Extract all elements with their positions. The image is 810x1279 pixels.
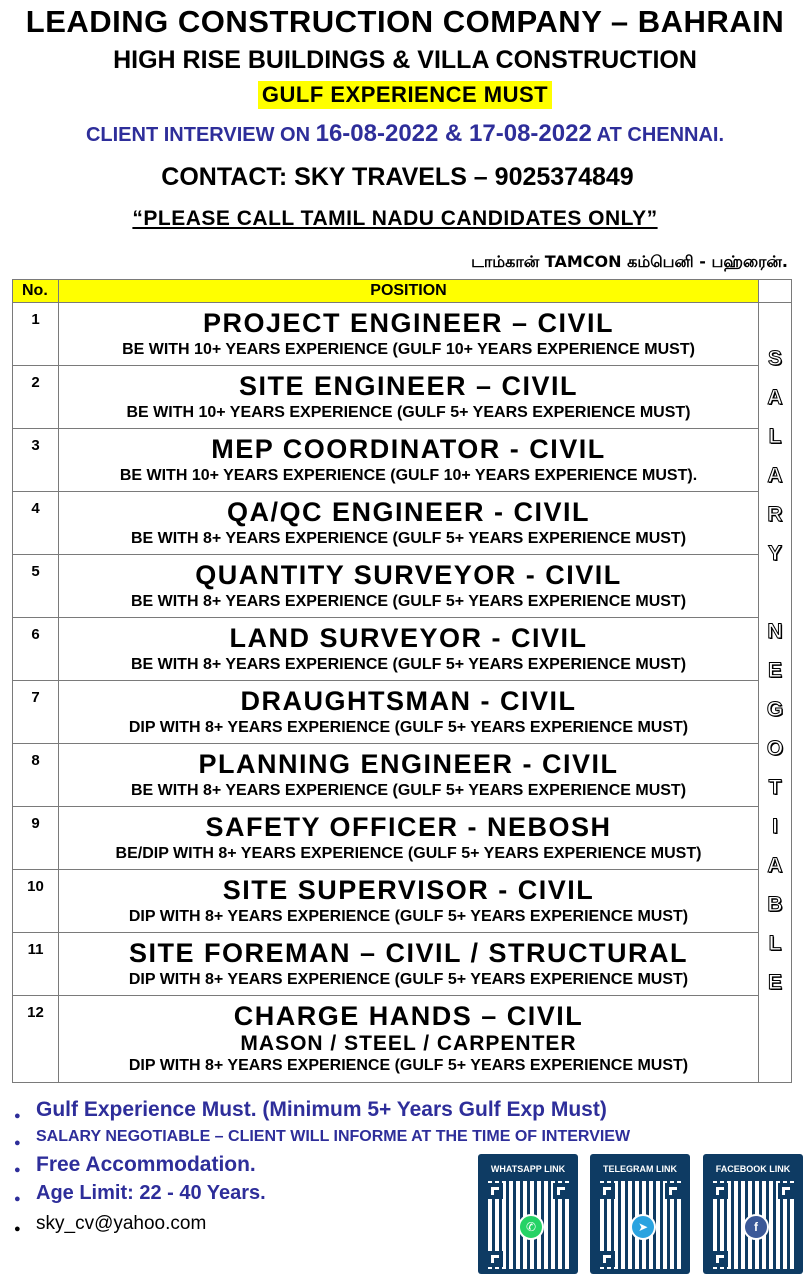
company-subtitle: HIGH RISE BUILDINGS & VILLA CONSTRUCTION [113, 46, 697, 74]
table-row [13, 429, 792, 492]
positions-table [12, 279, 792, 1083]
qr-label: WHATSAPP LINK [490, 1164, 566, 1174]
row-number: 1 [31, 311, 40, 328]
qr-label: TELEGRAM LINK [603, 1164, 677, 1174]
row-number: 9 [31, 815, 40, 832]
negotiable-word: N E G O T I A B L E [766, 620, 784, 994]
table-header [13, 280, 792, 303]
candidates-note: “PLEASE CALL TAMIL NADU CANDIDATES ONLY” [132, 207, 658, 230]
qr-code [485, 1181, 571, 1269]
email-address[interactable]: ● sky_cv@yahoo.com [12, 1208, 630, 1239]
position-title: QA/QC ENGINEER - CIVIL [226, 497, 591, 527]
interview-line [0, 120, 810, 148]
position-subtitle: MASON / STEEL / CARPENTER [240, 1032, 577, 1055]
whatsapp-icon: ✆ [518, 1214, 544, 1240]
row-number: 11 [27, 941, 44, 958]
row-number: 10 [27, 878, 44, 895]
telegram-qr[interactable] [590, 1154, 690, 1274]
column-no: No. [22, 282, 48, 299]
position-title: CHARGE HANDS – CIVIL [233, 1001, 584, 1031]
facebook-qr[interactable] [703, 1154, 803, 1274]
table-row [13, 618, 792, 681]
position-requirement: BE WITH 10+ YEARS EXPERIENCE (GULF 10+ YEARS EXPERIENCE MUST). [119, 467, 698, 484]
qr-code [597, 1181, 683, 1269]
position-requirement: DIP WITH 8+ YEARS EXPERIENCE (GULF 5+ YEARS EXPERIENCE MUST) [128, 719, 689, 736]
list-item: ● SALARY NEGOTIABLE – CLIENT WILL INFORME AT THE TIME OF INTERVIEW [12, 1124, 630, 1150]
list-item: ● Age Limit: 22 - 40 Years. [12, 1179, 630, 1208]
row-number: 6 [31, 626, 40, 643]
row-number: 7 [31, 689, 40, 706]
interview-prefix: CLIENT INTERVIEW ON [85, 124, 311, 146]
table-row [13, 681, 792, 744]
contact-line: CONTACT: SKY TRAVELS – 9025374849 [161, 163, 634, 191]
row-number: 8 [31, 752, 40, 769]
table-row [13, 933, 792, 996]
interview-dates: 16-08-2022 & 17-08-2022 [315, 120, 592, 147]
position-title: PROJECT ENGINEER – CIVIL [202, 308, 615, 338]
table-row [13, 744, 792, 807]
row-number: 3 [31, 437, 40, 454]
whatsapp-qr[interactable] [478, 1154, 578, 1274]
position-requirement: BE WITH 8+ YEARS EXPERIENCE (GULF 5+ YEARS EXPERIENCE MUST) [130, 656, 687, 673]
row-number: 12 [27, 1004, 44, 1021]
table-row [13, 303, 792, 366]
company-title: LEADING CONSTRUCTION COMPANY – BAHRAIN [25, 4, 785, 39]
position-title: SITE SUPERVISOR - CIVIL [222, 875, 595, 905]
position-title: MEP COORDINATOR - CIVIL [211, 434, 606, 464]
row-number: 5 [31, 563, 40, 580]
column-position: POSITION [370, 282, 447, 299]
qr-code [710, 1181, 796, 1269]
gulf-experience-highlight: GULF EXPERIENCE MUST [258, 81, 552, 109]
position-title: QUANTITY SURVEYOR - CIVIL [195, 560, 622, 590]
table-row [13, 555, 792, 618]
salary-word: S A L A R Y [767, 347, 783, 565]
position-requirement: BE/DIP WITH 8+ YEARS EXPERIENCE (GULF 5+ YEARS EXPERIENCE MUST) [115, 845, 702, 862]
position-requirement: BE WITH 10+ YEARS EXPERIENCE (GULF 5+ YEARS EXPERIENCE MUST) [126, 404, 691, 421]
table-row [13, 870, 792, 933]
telegram-icon: ➤ [630, 1214, 656, 1240]
row-number: 2 [31, 374, 40, 391]
salary-negotiable-column [759, 303, 792, 1083]
tamil-company-line: டாம்கான் TAMCON கம்பெனி - பஹ்ரைன். [471, 252, 788, 271]
position-requirement: BE WITH 8+ YEARS EXPERIENCE (GULF 5+ YEARS EXPERIENCE MUST) [130, 782, 687, 799]
position-title: DRAUGHTSMAN - CIVIL [240, 686, 577, 716]
table-row [13, 807, 792, 870]
position-title: LAND SURVEYOR - CIVIL [229, 623, 588, 653]
qr-label: FACEBOOK LINK [715, 1164, 791, 1174]
position-requirement: BE WITH 8+ YEARS EXPERIENCE (GULF 5+ YEARS EXPERIENCE MUST) [130, 593, 687, 610]
interview-suffix: AT CHENNAI. [596, 124, 725, 146]
row-number: 4 [31, 500, 40, 517]
list-item: ● Gulf Experience Must. (Minimum 5+ Years Gulf Exp Must) [12, 1096, 630, 1124]
position-title: PLANNING ENGINEER - CIVIL [198, 749, 619, 779]
position-requirement: DIP WITH 8+ YEARS EXPERIENCE (GULF 5+ YEARS EXPERIENCE MUST) [128, 908, 689, 925]
list-item: ● Free Accommodation. [12, 1150, 630, 1179]
table-row [13, 996, 792, 1083]
position-title: SITE FOREMAN – CIVIL / STRUCTURAL [128, 938, 689, 968]
position-requirement: BE WITH 10+ YEARS EXPERIENCE (GULF 10+ YEARS EXPERIENCE MUST) [122, 341, 695, 358]
position-requirement: DIP WITH 8+ YEARS EXPERIENCE (GULF 5+ YEARS EXPERIENCE MUST) [128, 1057, 689, 1074]
table-row [13, 492, 792, 555]
position-title: SAFETY OFFICER - NEBOSH [205, 812, 612, 842]
facebook-icon: f [743, 1214, 769, 1240]
table-row [13, 366, 792, 429]
position-title: SITE ENGINEER – CIVIL [238, 371, 579, 401]
position-requirement: BE WITH 8+ YEARS EXPERIENCE (GULF 5+ YEARS EXPERIENCE MUST) [130, 530, 687, 547]
position-requirement: DIP WITH 8+ YEARS EXPERIENCE (GULF 5+ YEARS EXPERIENCE MUST) [128, 971, 689, 988]
